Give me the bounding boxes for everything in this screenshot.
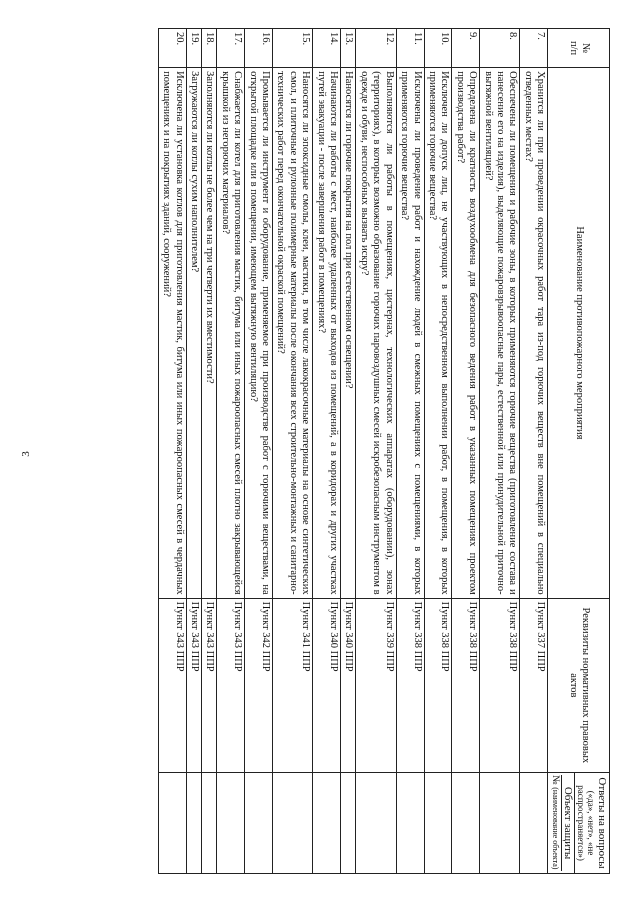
header-reference xyxy=(548,598,610,772)
row-number: 12. xyxy=(356,29,396,68)
row-question: Обеспечены ли помещения и рабочие зоны, в которых применяются горючие вещества (приготовление состава и нанесение его на изделия), выделяющие пожаровзрывоопасные пары, естественной или принудительной приточно-вытяжной вентиляцией? xyxy=(480,68,520,598)
header-number xyxy=(548,29,610,68)
row-reference: Пункт 338 ППР xyxy=(396,598,424,772)
header-object-title: Объект защиты xyxy=(561,775,574,871)
row-answer-cell[interactable] xyxy=(186,773,201,874)
table-row xyxy=(273,29,313,874)
row-question: Наносятся ли горючие покрытия на пол при естественном освещении? xyxy=(341,68,356,598)
row-question: Хранится ли при проведении окрасочных работ тара из-под горючих веществ вне помещений в специально отведенных местах? xyxy=(520,68,548,598)
row-reference: Пункт 343 ППР xyxy=(217,598,245,772)
checklist-body xyxy=(158,29,547,874)
row-answer-cell[interactable] xyxy=(396,773,424,874)
row-reference: Пункт 341 ППР xyxy=(273,598,313,772)
table-row xyxy=(245,29,273,874)
row-number: 14. xyxy=(313,29,341,68)
table-row xyxy=(202,29,217,874)
row-answer-cell[interactable] xyxy=(480,773,520,874)
row-question: Исключен ли допуск лиц, не участвующих в непосредственном выполнении работ, в помещения, в которых применяются горючие вещества? xyxy=(424,68,452,598)
table-row xyxy=(186,29,201,874)
header-answer-sub: («да», «нет», «не распространяется») xyxy=(576,785,596,861)
row-number: 17. xyxy=(217,29,245,68)
row-question: Исключены ли проведение работ и нахождение людей в смежных помещениях с помещениями, в которых применяются горючие вещества? xyxy=(396,68,424,598)
row-question: Снабжается ли котел для приготовления мастик, битума или иных пожароопасных смесей плотно закрывающейся крышкой из негорючих материалов? xyxy=(217,68,245,598)
row-number: 20. xyxy=(158,29,186,68)
header-question xyxy=(548,68,610,598)
table-row xyxy=(480,29,520,874)
row-question: Начинаются ли работы с мест, наиболее удаленных от выходов из помещений, а в коридорах и других участках путей эвакуации - после завершения работ в помещениях? xyxy=(313,68,341,598)
row-number: 9. xyxy=(452,29,480,68)
row-answer-cell[interactable] xyxy=(202,773,217,874)
row-reference: Пункт 338 ППР xyxy=(452,598,480,772)
row-reference: Пункт 339 ППР xyxy=(356,598,396,772)
row-number: 16. xyxy=(245,29,273,68)
row-number: 8. xyxy=(480,29,520,68)
row-answer-cell[interactable] xyxy=(158,773,186,874)
row-reference: Пункт 340 ППР xyxy=(313,598,341,772)
table-row xyxy=(424,29,452,874)
row-question: Промывается ли инструмент и оборудование, применяемое при производстве работ с горючими веществами, на открытой площадке или в помещении, имеющем вытяжную вентиляцию? xyxy=(245,68,273,598)
row-number: 18. xyxy=(202,29,217,68)
row-answer-cell[interactable] xyxy=(313,773,341,874)
header-object xyxy=(548,773,575,874)
table-row xyxy=(158,29,186,874)
header-row xyxy=(575,29,610,874)
row-answer-cell[interactable] xyxy=(356,773,396,874)
row-number: 11. xyxy=(396,29,424,68)
row-reference: Пункт 338 ППР xyxy=(480,598,520,772)
row-question: Выполняются ли работы в помещениях, цистернах, технологических аппаратах (оборудовании), зонах (территориях), в которых возможно образование горючих паровоздушных смесей искробезопасным инструментом в одежде и обуви, неспособных вызвать искру? xyxy=(356,68,396,598)
row-number: 19. xyxy=(186,29,201,68)
row-reference: Пункт 337 ППР xyxy=(520,598,548,772)
row-reference: Пункт 343 ППР xyxy=(158,598,186,772)
table-row xyxy=(313,29,341,874)
row-question: Определена ли кратность воздухообмена для безопасного ведения работ в указанных помещениях проектом производства работ? xyxy=(452,68,480,598)
table-row xyxy=(396,29,424,874)
row-question: Заполняются ли котлы не более чем на три четверти их вместимости? xyxy=(202,68,217,598)
row-reference: Пункт 343 ППР xyxy=(202,598,217,772)
row-answer-cell[interactable] xyxy=(341,773,356,874)
table-row xyxy=(452,29,480,874)
header-number-label: № п/п xyxy=(567,41,591,56)
row-number: 7. xyxy=(520,29,548,68)
row-reference: Пункт 342 ППР xyxy=(245,598,273,772)
row-reference: Пункт 340 ППР xyxy=(341,598,356,772)
header-reference-label: Реквизиты нормативных правовых актов xyxy=(567,607,591,764)
row-answer-cell[interactable] xyxy=(424,773,452,874)
table-row xyxy=(341,29,356,874)
header-answer xyxy=(575,773,610,874)
row-answer-cell[interactable] xyxy=(520,773,548,874)
row-question: Наносятся ли эпоксидные смолы, клеи, мастики, в том числе лакокрасочные материалы на основе синтетических смол, и плиточные и рулонные полимерные материалы после окончания всех строительно-монтажных и санитарно-технических работ перед окончательной окраской помещений? xyxy=(273,68,313,598)
page-number: 3 xyxy=(20,451,32,457)
row-number: 15. xyxy=(273,29,313,68)
checklist-table xyxy=(158,28,610,874)
row-question: Исключена ли установка котлов для приготовления мастик, битума или иных пожароопасных смесей в чердачных помещениях и на покрытиях зданий, сооружений? xyxy=(158,68,186,598)
row-question: Загружаются ли котлы сухим наполнителем? xyxy=(186,68,201,598)
row-answer-cell[interactable] xyxy=(245,773,273,874)
row-reference: Пункт 338 ППР xyxy=(424,598,452,772)
table-row xyxy=(520,29,548,874)
row-reference: Пункт 343 ППР xyxy=(186,598,201,772)
header-object-note: (наименование объекта) xyxy=(550,787,560,870)
header-answer-title: Ответы на вопросы xyxy=(596,777,608,869)
header-question-label: Наименование противопожарного мероприятия xyxy=(573,226,585,440)
rotated-page-content xyxy=(32,28,610,874)
row-answer-cell[interactable] xyxy=(452,773,480,874)
table-row xyxy=(217,29,245,874)
row-number: 10. xyxy=(424,29,452,68)
table-row xyxy=(356,29,396,874)
header-object-no: № xyxy=(549,775,561,785)
row-answer-cell[interactable] xyxy=(217,773,245,874)
row-number: 13. xyxy=(341,29,356,68)
row-answer-cell[interactable] xyxy=(273,773,313,874)
